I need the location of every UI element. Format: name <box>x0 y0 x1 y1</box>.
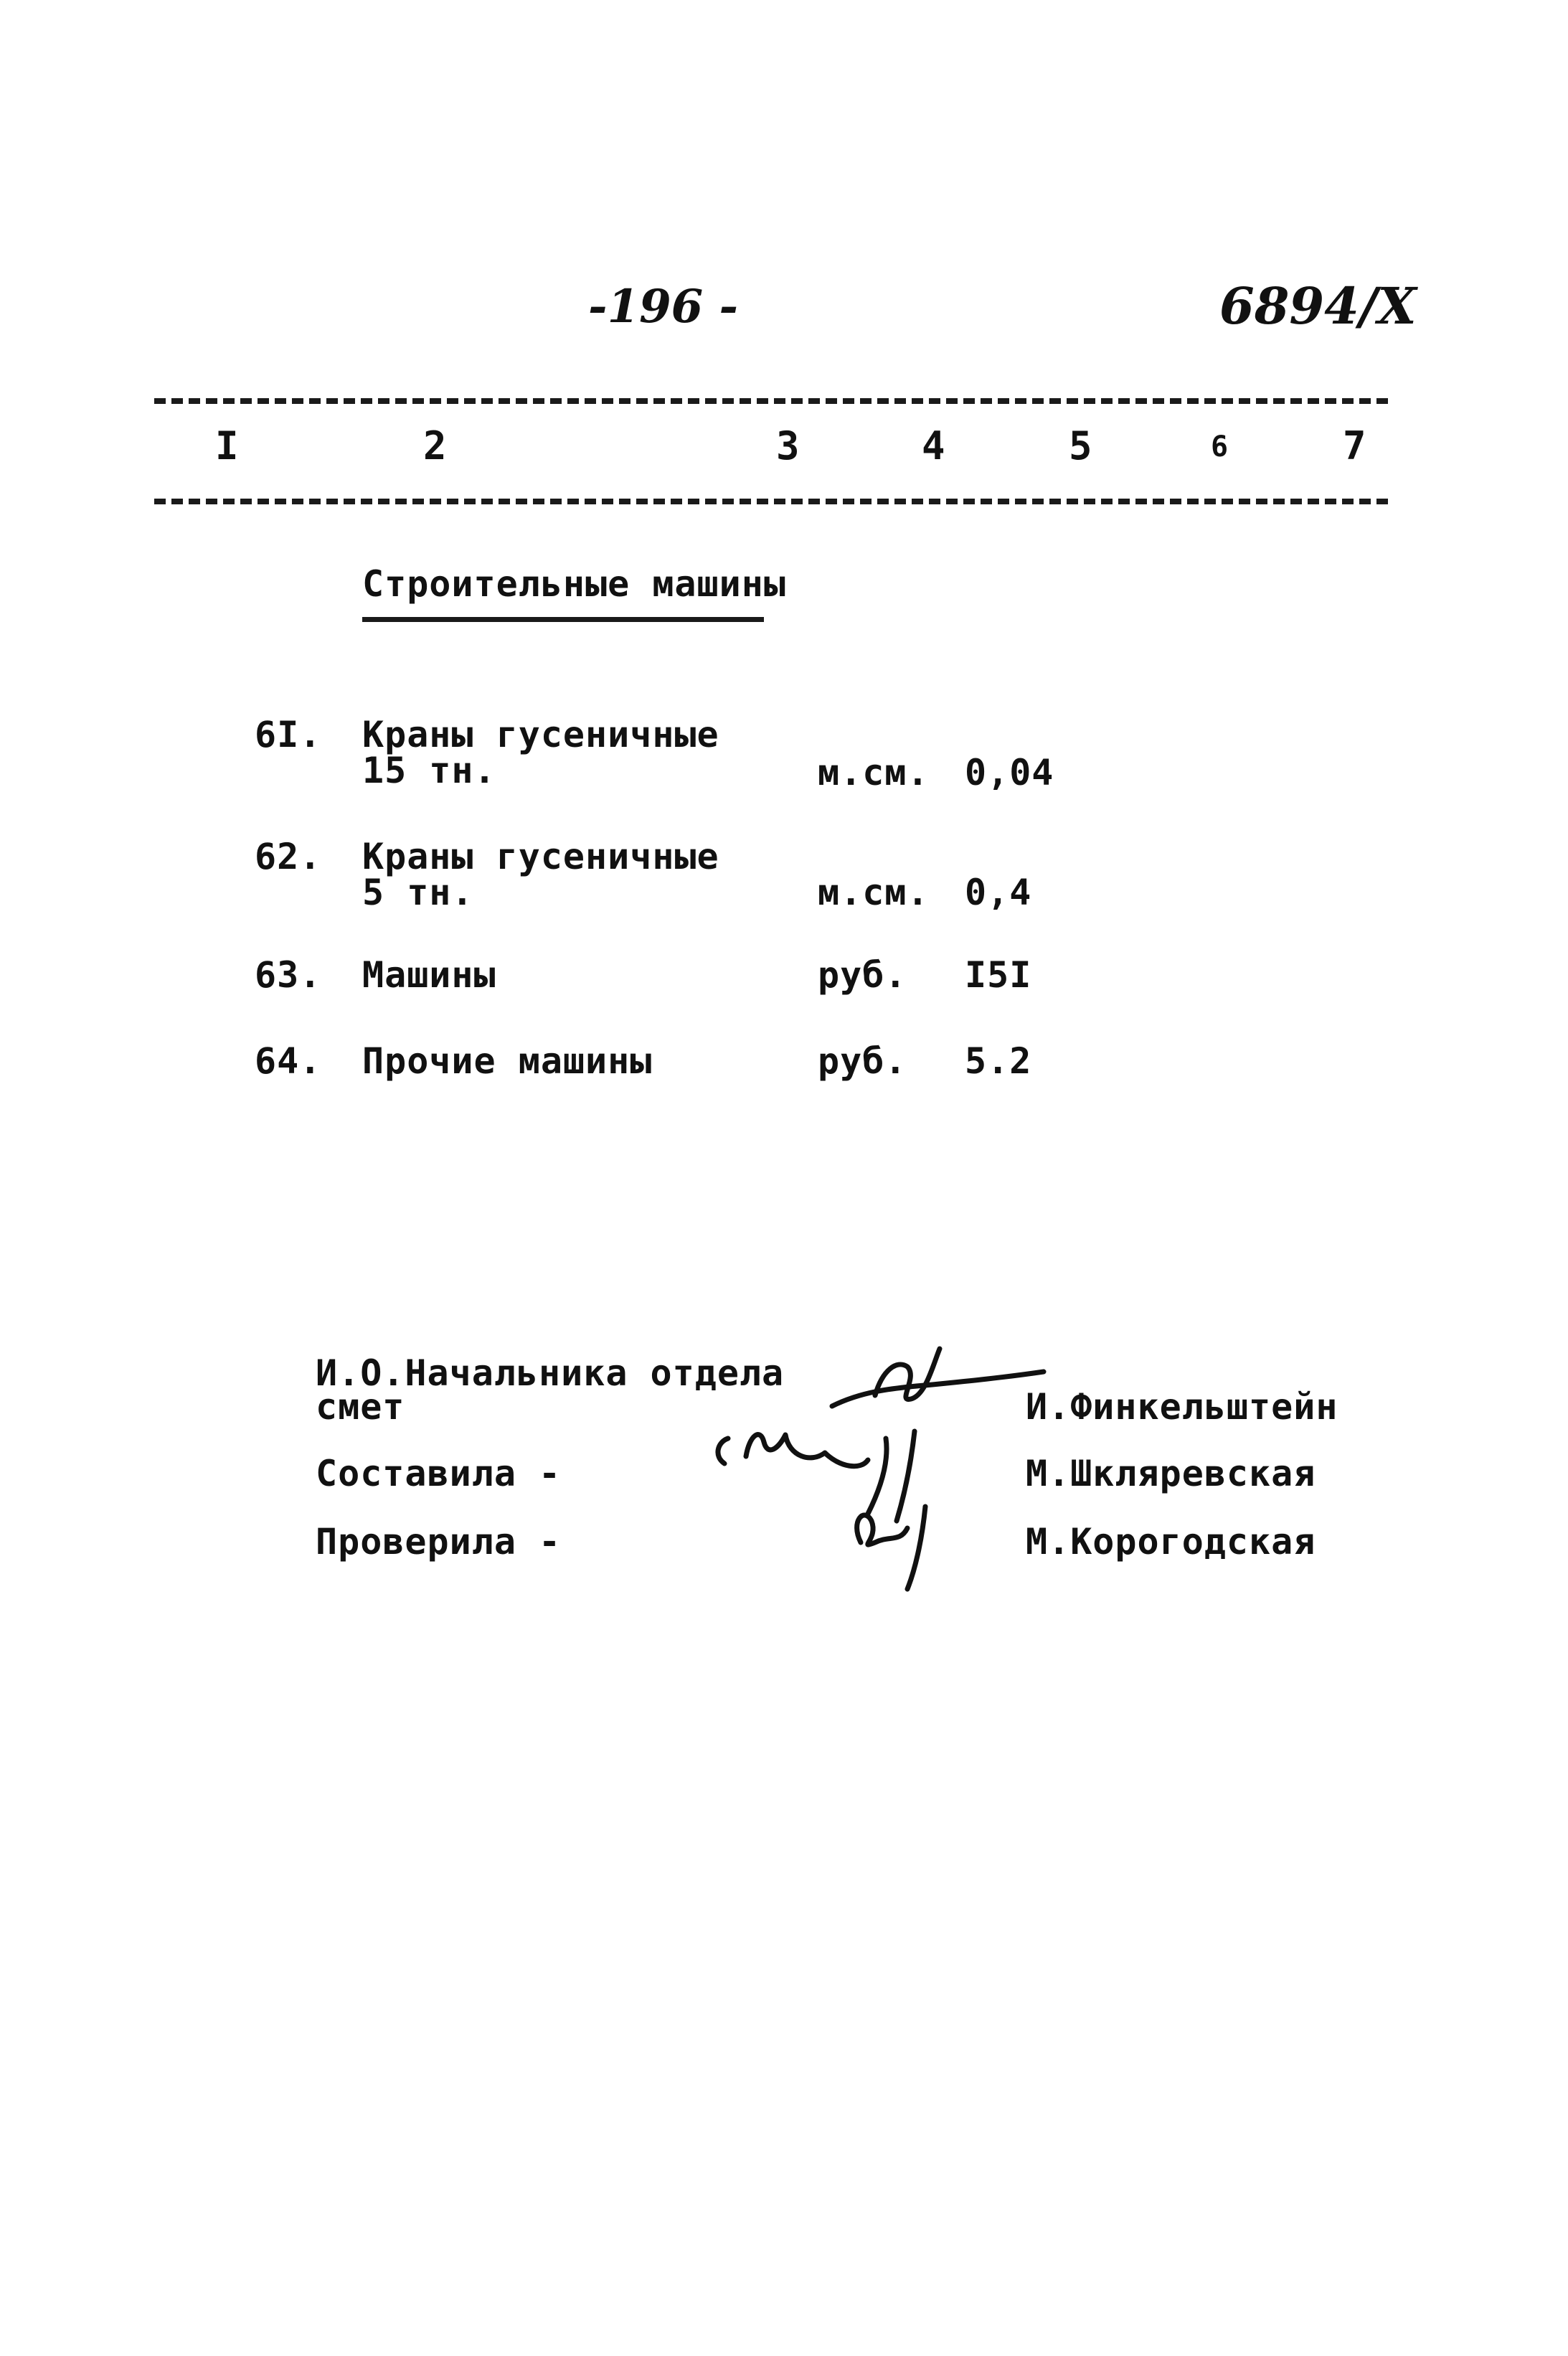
page-number: -196 - <box>588 280 738 334</box>
column-number: 7 <box>1343 423 1366 468</box>
column-number: 3 <box>776 423 800 468</box>
signer-name: М.Корогодская <box>1026 1521 1316 1563</box>
row-name: Прочие машины <box>362 1040 653 1082</box>
signer-role-continued: смет <box>316 1386 405 1428</box>
signer-name: М.Шкляревская <box>1026 1453 1316 1494</box>
row-value: 5.2 <box>965 1040 1032 1082</box>
section-title: Строительные машины <box>362 563 786 605</box>
row-name: Краны гусеничные <box>362 836 719 877</box>
row-value: 0,4 <box>965 872 1032 913</box>
row-unit: м.см. <box>818 872 930 913</box>
row-value: I5I <box>965 954 1032 996</box>
signer-name: И.Финкельштейн <box>1026 1386 1338 1428</box>
signer-role: И.О.Начальника отдела <box>316 1352 785 1394</box>
row-name: Машины <box>362 954 496 996</box>
column-number: 2 <box>423 423 447 468</box>
column-number: 4 <box>922 423 945 468</box>
column-number: 5 <box>1069 423 1092 468</box>
row-name-continued: 5 тн. <box>362 872 474 913</box>
column-number: 6 <box>1211 430 1229 463</box>
row-name: Краны гусеничные <box>362 714 719 755</box>
row-number: 63. <box>255 954 322 996</box>
row-name-continued: 15 тн. <box>362 750 496 791</box>
row-number: 62. <box>255 836 322 877</box>
row-value: 0,04 <box>965 752 1054 793</box>
row-unit: руб. <box>818 1040 907 1082</box>
column-number: I <box>215 423 239 468</box>
row-number: 6I. <box>255 714 322 755</box>
row-unit: м.см. <box>818 752 930 793</box>
signer-role: Проверила - <box>316 1521 562 1563</box>
row-number: 64. <box>255 1040 322 1082</box>
signer-role: Составила - <box>316 1453 562 1494</box>
row-unit: руб. <box>818 954 907 996</box>
archive-number: 6894/X <box>1219 276 1417 336</box>
